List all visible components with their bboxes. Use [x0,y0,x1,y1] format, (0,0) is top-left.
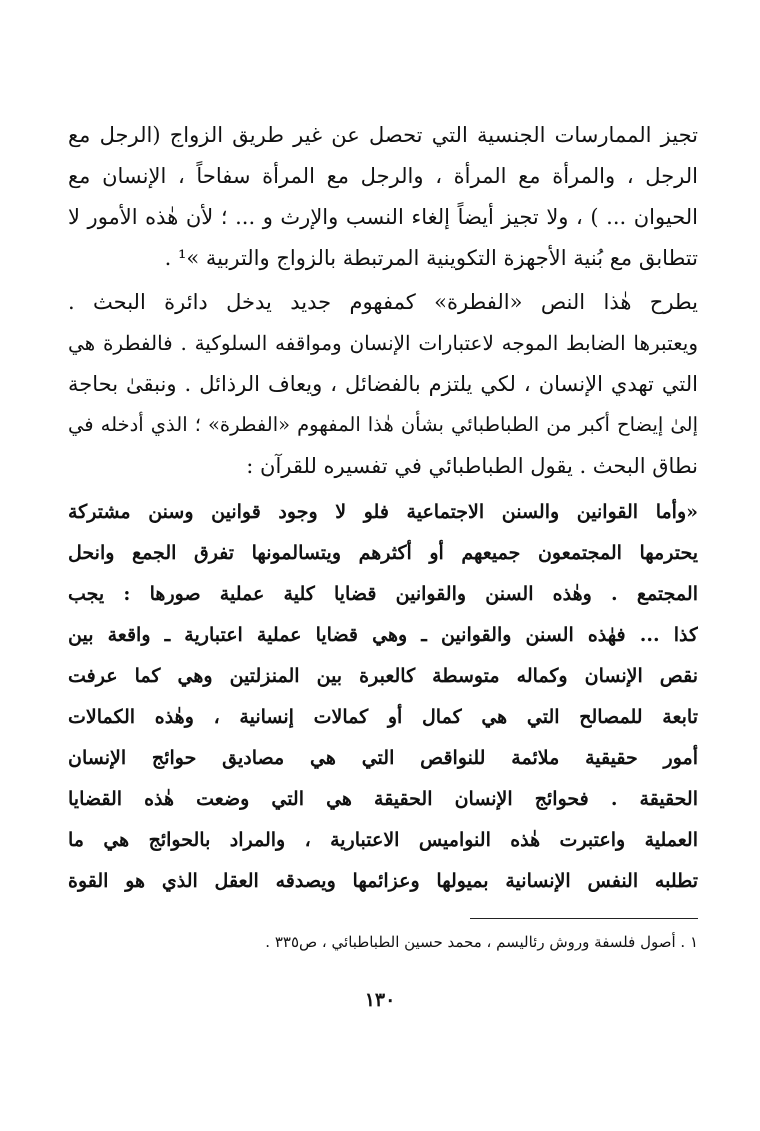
footnote: ١ . أصول فلسفة وروش رئاليسم ، محمد حسين الطباطبائي ، ص٣٣٥ . [265,933,698,951]
quote-line-8: الحقيقة . فحوائج الإنسان الحقيقة هي التي وضعت هٰذه القضايا [68,788,698,810]
paragraph-1-line-2: الرجل ، والمرأة مع المرأة ، والرجل مع المرأة سفاحاً ، الإنسان مع [68,164,698,188]
paragraph-2-line-3: التي تهدي الإنسان ، لكي يلتزم بالفضائل ، ويعاف الرذائل . ونبقىٰ بحاجة [68,372,698,396]
paragraph-1-line-3: الحيوان ... ) ، ولا تجيز أيضاً إلغاء النسب والإرث و ... ؛ لأن هٰذه الأمور لا [68,205,698,229]
paragraph-1-line-1: تجيز الممارسات الجنسية التي تحصل عن غير طريق الزواج (الرجل مع [68,123,698,147]
quote-line-3: المجتمع . وهٰذه السنن والقوانين قضايا كلية عملية صورها : يجب [68,583,698,605]
page-body [68,0,698,1131]
quote-line-2: يحترمها المجتمعون جميعهم أو أكثرهم ويتسالمونها تفرق الجمع وانحل [68,542,698,564]
quote-line-9: العملية واعتبرت هٰذه النواميس الاعتبارية ، والمراد بالحوائج هي ما [68,829,698,851]
quote-line-5: نقص الإنسان وكماله متوسطة كالعبرة بين المنزلتين وهي كما عرفت [68,665,698,687]
quote-line-4: كذا ... فهٰذه السنن والقوانين ـ وهي قضايا عملية اعتبارية ـ واقعة بين [68,624,698,646]
page-number: ١٣٠ [364,989,396,1011]
paragraph-1-line-4: تتطابق مع بُنية الأجهزة التكوينية المرتبطة بالزواج والتربية »¹ . [164,246,698,270]
paragraph-2-line-4: إلىٰ إيضاح أكبر من الطباطبائي بشأن هٰذا المفهوم «الفطرة» ؛ الذي أدخله في [68,413,698,436]
footnote-divider [470,918,698,919]
paragraph-2-line-5: نطاق البحث . يقول الطباطبائي في تفسيره للقرآن : [246,454,698,478]
quote-line-7: أمور حقيقية ملائمة للنواقص التي هي مصاديق حوائج الإنسان [68,747,698,769]
quote-line-1: «وأما القوانين والسنن الاجتماعية فلو لا وجود قوانين وسنن مشتركة [68,501,698,523]
quote-line-10: تطلبه النفس الإنسانية بميولها وعزائمها ويصدقه العقل الذي هو القوة [68,870,698,892]
paragraph-2-line-1: يطرح هٰذا النص «الفطرة» كمفهوم جديد يدخل دائرة البحث . [68,290,698,314]
quote-line-6: تابعة للمصالح التي هي كمال أو كمالات إنسانية ، وهٰذه الكمالات [68,706,698,728]
paragraph-2-line-2: ويعتبرها الضابط الموجه لاعتبارات الإنسان ومواقفه السلوكية . فالفطرة هي [68,331,698,355]
